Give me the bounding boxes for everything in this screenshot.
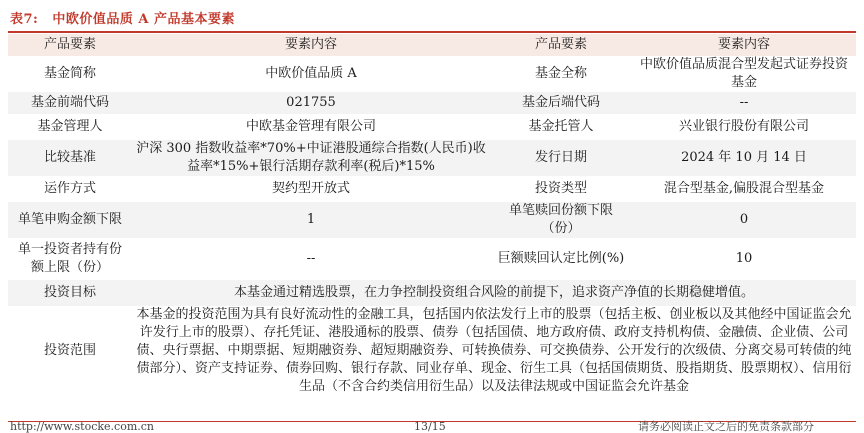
element-value: --	[632, 92, 856, 114]
element-value: 0	[632, 202, 856, 238]
element-label: 基金管理人	[8, 114, 132, 140]
element-value: 2024 年 10 月 14 日	[632, 140, 856, 176]
disclaimer-note: 请务必阅读正文之后的免责条款部分	[638, 420, 814, 433]
header-cell: 要素内容	[632, 34, 856, 56]
header-cell: 产品要素	[490, 34, 632, 56]
element-value: 混合型基金,偏股混合型基金	[632, 176, 856, 202]
element-label: 投资目标	[8, 280, 132, 306]
element-label: 单笔申购金额下限	[8, 202, 132, 238]
table-row	[8, 114, 856, 140]
element-value: 中欧价值品质 A	[132, 56, 490, 92]
element-value: 中欧价值品质混合型发起式证券投资基金	[632, 56, 856, 92]
page-number: 13/15	[414, 420, 446, 433]
element-label: 投资类型	[490, 176, 632, 202]
fund-info-table	[8, 34, 856, 396]
element-value: 契约型开放式	[132, 176, 490, 202]
element-label: 基金简称	[8, 56, 132, 92]
element-label: 投资范围	[8, 306, 132, 396]
element-label: 发行日期	[490, 140, 632, 176]
top-rule	[8, 31, 856, 33]
table-number: 表7:	[10, 12, 39, 27]
element-value: 沪深 300 指数收益率*70%+中证港股通综合指数(人民币)收益率*15%+银行活期存款利率(税后)*15%	[132, 140, 490, 176]
table-header-row	[8, 34, 856, 56]
element-label: 单一投资者持有份额上限（份）	[8, 238, 132, 280]
table-row	[8, 280, 856, 306]
element-label: 运作方式	[8, 176, 132, 202]
header-cell: 要素内容	[132, 34, 490, 56]
element-value: 021755	[132, 92, 490, 114]
table-row	[8, 140, 856, 176]
element-value: 中欧基金管理有限公司	[132, 114, 490, 140]
footer-url: http://www.stocke.com.cn	[10, 420, 154, 433]
element-label: 巨额赎回认定比例(%)	[490, 238, 632, 280]
element-value: 10	[632, 238, 856, 280]
element-value: 1	[132, 202, 490, 238]
table-row	[8, 306, 856, 396]
element-label: 基金全称	[490, 56, 632, 92]
table-row	[8, 176, 856, 202]
investment-objective-text: 本基金通过精选股票，在力争控制投资组合风险的前提下，追求资产净值的长期稳健增值。	[132, 280, 856, 306]
table-caption	[10, 8, 235, 27]
element-label: 比较基准	[8, 140, 132, 176]
element-label: 基金前端代码	[8, 92, 132, 114]
table-title: 中欧价值品质 A 产品基本要素	[52, 12, 235, 27]
table-row	[8, 202, 856, 238]
table-row	[8, 238, 856, 280]
table-row	[8, 92, 856, 114]
header-cell: 产品要素	[8, 34, 132, 56]
table-row	[8, 56, 856, 92]
element-label: 单笔赎回份额下限（份）	[490, 202, 632, 238]
element-value: --	[132, 238, 490, 280]
element-label: 基金托管人	[490, 114, 632, 140]
element-label: 基金后端代码	[490, 92, 632, 114]
element-value: 兴业银行股份有限公司	[632, 114, 856, 140]
investment-scope-text: 本基金的投资范围为具有良好流动性的金融工具，包括国内依法发行上市的股票（包括主板、创业板以及其他经中国证监会允许发行上市的股票）、存托凭证、港股通标的股票、债券（包括国债、地方政府债、政府支持机构债、金融债、企业债、公司债、央行票据、中期票据、短期融资券、超短期融资券、可转换债券、可交换债券、公开发行的次级债、分离交易可转债的纯债部分）、资产支持证券、债券回购、银行存款、同业存单、现金、衍生工具（包括国债期货、股指期货、股票期权）、信用衍生品（不含合约类信用衍生品）以及法律法规或中国证监会允许基金	[132, 306, 856, 396]
